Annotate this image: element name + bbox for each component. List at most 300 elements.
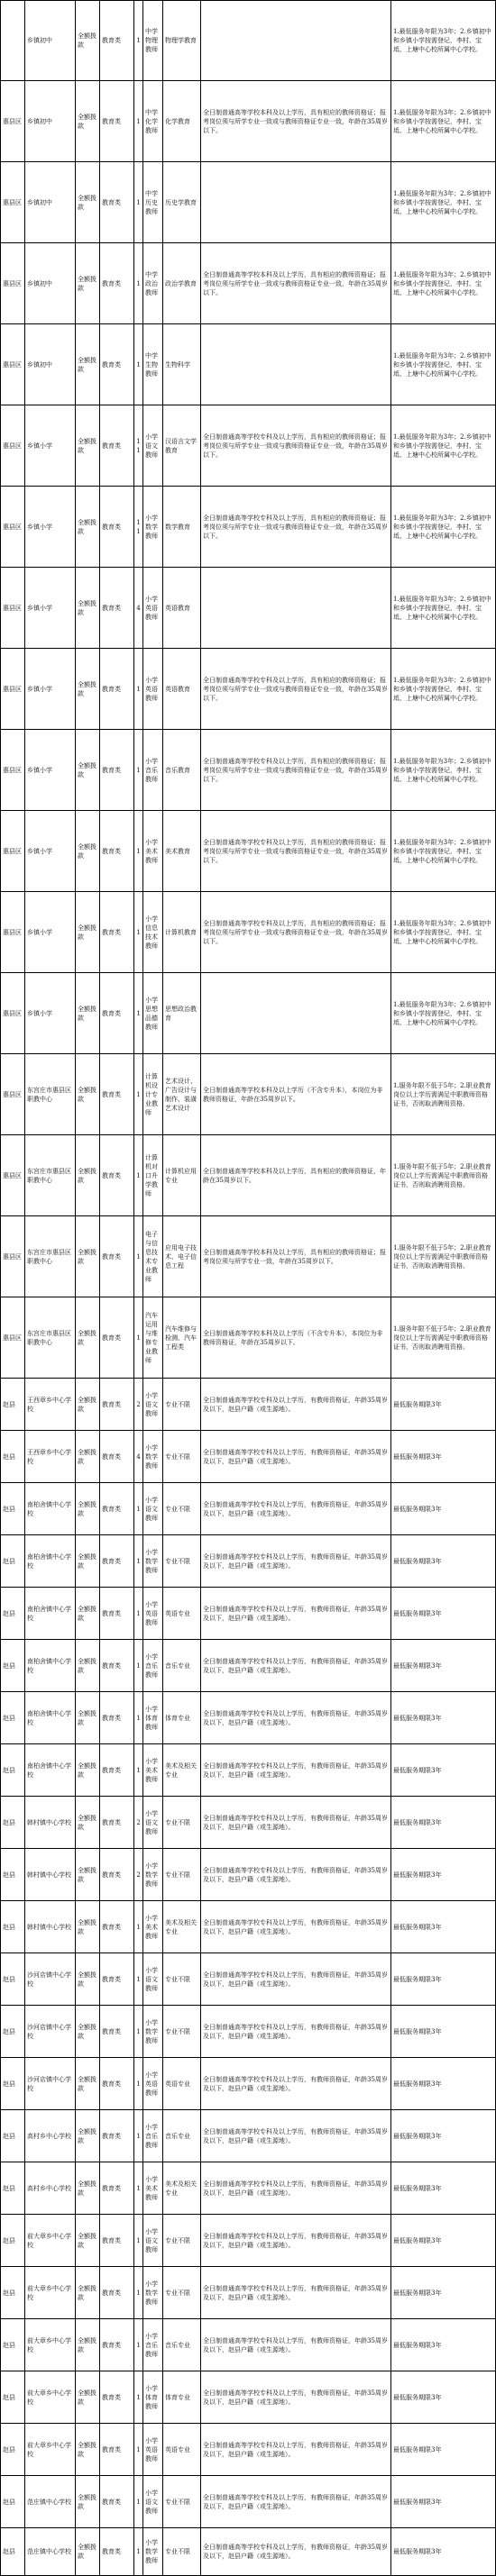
table-row bbox=[0, 1744, 496, 1797]
cell-requirements bbox=[201, 1953, 391, 2005]
cell-requirements bbox=[201, 1431, 391, 1482]
cell-unit bbox=[25, 1, 76, 80]
cell-remarks bbox=[391, 2371, 496, 2423]
cell-text: 思想政治教育 bbox=[165, 1005, 197, 1022]
cell-district bbox=[0, 324, 25, 405]
cell-major bbox=[163, 2006, 201, 2057]
cell-requirements bbox=[201, 811, 391, 891]
cell-unit bbox=[25, 243, 76, 323]
table-row bbox=[0, 81, 496, 162]
cell-requirements bbox=[201, 243, 391, 323]
cell-text: 2 bbox=[136, 1400, 141, 1408]
table-row bbox=[0, 811, 496, 892]
table-row bbox=[0, 324, 496, 405]
cell-remarks bbox=[391, 81, 496, 161]
cell-text: 全日制普通高等学校专科及以上学历，有教师资格证，年龄35周岁及以下，赵县户籍（或生源地）。 bbox=[203, 1814, 388, 1831]
cell-unit-type bbox=[76, 1216, 100, 1297]
cell-text: 最低服务期限3年 bbox=[393, 2236, 442, 2244]
cell-text: 英语教育 bbox=[165, 604, 190, 612]
cell-post-category bbox=[100, 973, 134, 1053]
cell-district bbox=[0, 2215, 25, 2266]
cell-text: 全额拨款 bbox=[78, 194, 96, 211]
cell-text: 惠县区 bbox=[3, 523, 22, 531]
cell-text: 11 bbox=[136, 437, 141, 454]
cell-unit-type bbox=[76, 811, 100, 891]
cell-text: 应用电子技术、电子信息工程 bbox=[165, 1243, 197, 1270]
cell-remarks bbox=[391, 2424, 496, 2475]
cell-text: 东宫庄市惠县区职教中心 bbox=[27, 1086, 71, 1103]
cell-text: 全日制普通高等学校专科及以上学历，有教师资格证，年龄35周岁及以下，赵县户籍（或生源地）。 bbox=[203, 1552, 388, 1570]
cell-requirements bbox=[201, 1797, 391, 1848]
cell-requirements bbox=[201, 487, 391, 567]
cell-text: 1.最低服务年限为3年；2.乡镇初中和乡镇小学按需登记，李村、宝坻、上塘中心校所属中心学校。 bbox=[393, 1000, 491, 1026]
cell-district bbox=[0, 1297, 25, 1378]
cell-major bbox=[163, 81, 201, 161]
cell-unit bbox=[25, 1640, 76, 1691]
cell-text: 小学数学教师 bbox=[145, 1548, 158, 1574]
cell-text: 1 bbox=[136, 2289, 141, 2297]
cell-text: 全日制普通高等学校专科及以上学历，有教师资格证，年龄35周岁及以下，赵县户籍（或生源地）。 bbox=[203, 1918, 388, 1935]
cell-text: 体育专业 bbox=[165, 1714, 190, 1722]
cell-major bbox=[163, 1953, 201, 2005]
cell-text: 东宫庄市惠县区职教中心 bbox=[27, 1329, 71, 1346]
cell-text: 最低服务期限3年 bbox=[393, 2027, 442, 2035]
cell-requirements bbox=[201, 973, 391, 1053]
cell-text: 乡镇小学 bbox=[27, 847, 52, 855]
cell-text: 赵县 bbox=[3, 1714, 15, 1722]
cell-text: 计算机设计专业教师 bbox=[145, 1072, 158, 1116]
cell-text: 全日制普通高等学校专科及以上学历，有教师资格证，年龄35周岁及以下，赵县户籍（或生源地）。 bbox=[203, 1971, 388, 1988]
cell-text: 1 bbox=[136, 1557, 141, 1565]
cell-post-name bbox=[143, 1953, 163, 2005]
cell-text: 小学音乐教师 bbox=[145, 757, 158, 783]
cell-text: 全日制普通高等学校专科及以上学历，有教师资格证，年龄35周岁及以下，赵县户籍（或生源地）。 bbox=[203, 2127, 388, 2144]
cell-requirements bbox=[201, 1588, 391, 1639]
cell-count bbox=[134, 2476, 143, 2527]
cell-text: 小学语文教师 bbox=[145, 432, 158, 459]
cell-remarks bbox=[391, 568, 496, 648]
cell-text: 小学数学教师 bbox=[145, 1443, 158, 1470]
cell-major bbox=[163, 568, 201, 648]
cell-text: 1.最低服务年限为3年；2.乡镇初中和乡镇小学按需登记，李村、宝坻、上塘中心校所属中心学校。 bbox=[393, 28, 491, 53]
cell-text: 全额拨款 bbox=[78, 437, 96, 454]
cell-text: 1 bbox=[136, 1009, 141, 1017]
cell-text: 赵县 bbox=[3, 1818, 15, 1826]
cell-post-name bbox=[143, 1, 163, 80]
cell-text: 全额拨款 bbox=[78, 1005, 96, 1022]
cell-post-category bbox=[100, 81, 134, 161]
cell-unit bbox=[25, 487, 76, 567]
cell-text: 全日制普通高等学校本科及以上学历，具有相应的教师资格证；报考岗位须与所学专业一致或与教师资格证专业一致，年龄在35周岁以下。 bbox=[203, 270, 388, 296]
cell-text: 2 bbox=[136, 1871, 141, 1879]
cell-district bbox=[0, 2371, 25, 2423]
cell-text: 全日制普通高等学校专科及以上学历，有教师资格证，年龄35周岁及以下，赵县户籍（或生源地）。 bbox=[203, 1657, 388, 1674]
cell-remarks bbox=[391, 2006, 496, 2057]
cell-text: 英语专业 bbox=[165, 2445, 190, 2453]
cell-text: 小学数学教师 bbox=[145, 2018, 158, 2044]
cell-remarks bbox=[391, 1692, 496, 1743]
cell-text: 艺术设计、广告设计与制作、装潢艺术设计 bbox=[165, 1077, 197, 1112]
cell-text: 赵县 bbox=[3, 2445, 15, 2453]
cell-post-name bbox=[143, 730, 163, 810]
cell-text: 专业不限 bbox=[165, 1505, 190, 1513]
cell-text: 教育类 bbox=[102, 37, 121, 44]
cell-text: 赵县 bbox=[3, 1766, 15, 1774]
cell-text: 赵县 bbox=[3, 1505, 15, 1513]
cell-text: 全日制普通高等学校专科及以上学历，具有相应的教师资格证；报考岗位须与所学专业一致或与教师资格证专业一致，年龄在35周岁以下。 bbox=[203, 919, 388, 945]
cell-text: 小学思想品德教师 bbox=[145, 996, 158, 1031]
cell-unit-type bbox=[76, 1901, 100, 1952]
cell-text: 专业不限 bbox=[165, 1818, 190, 1826]
cell-post-name bbox=[143, 1849, 163, 1900]
cell-text: 小学音乐教师 bbox=[145, 1652, 158, 1679]
cell-post-name bbox=[143, 811, 163, 891]
cell-text: 小学语文教师 bbox=[145, 1391, 158, 1417]
cell-major bbox=[163, 1588, 201, 1639]
cell-text: 教育类 bbox=[102, 685, 121, 693]
cell-text: 美术及相关专业 bbox=[165, 1761, 197, 1779]
cell-requirements bbox=[201, 1640, 391, 1691]
cell-requirements bbox=[201, 1135, 391, 1215]
cell-count bbox=[134, 1640, 143, 1691]
cell-text: 最低服务期限3年 bbox=[393, 1400, 442, 1408]
cell-major bbox=[163, 2058, 201, 2109]
cell-text: 教育类 bbox=[102, 604, 121, 612]
cell-text: 全日制普通高等学校专科及以上学历，有教师资格证，年龄35周岁及以下，赵县户籍（或生源地）。 bbox=[203, 1448, 388, 1465]
cell-post-category bbox=[100, 162, 134, 242]
cell-text: 体育专业 bbox=[165, 2393, 190, 2401]
cell-post-name bbox=[143, 2058, 163, 2109]
cell-count bbox=[134, 324, 143, 405]
cell-text: 1.服务年限不低于5年；2.职业教育岗位以上学历需满足中职教师资格证书，否则取消聘用资格。 bbox=[393, 1081, 491, 1107]
cell-major bbox=[163, 811, 201, 891]
cell-text: 全日制普通高等学校本科及以上学历（不含专升本），本岗位为非教师资格证，年龄在35周岁以下。 bbox=[203, 1086, 383, 1103]
cell-unit-type bbox=[76, 1379, 100, 1430]
cell-text: 小学数学教师 bbox=[145, 514, 158, 540]
cell-unit bbox=[25, 649, 76, 729]
cell-text: 惠县区 bbox=[3, 1171, 22, 1179]
cell-text: 1.最低服务年限为3年；2.乡镇初中和乡镇小学按需登记，李村、宝坻、上塘中心校所属中心学校。 bbox=[393, 514, 491, 540]
cell-text: 汽车运用与维修专业教师 bbox=[145, 1311, 158, 1364]
cell-district bbox=[0, 1054, 25, 1134]
cell-unit bbox=[25, 1692, 76, 1743]
cell-unit-type bbox=[76, 1797, 100, 1848]
cell-text: 全额拨款 bbox=[78, 2180, 96, 2197]
cell-text: 计算机教育 bbox=[165, 928, 197, 936]
cell-post-category bbox=[100, 2319, 134, 2371]
cell-text: 全额拨款 bbox=[78, 761, 96, 778]
cell-district bbox=[0, 1379, 25, 1430]
cell-text: 1.最低服务年限为3年；2.乡镇初中和乡镇小学按需登记，李村、宝坻、上塘中心校所属中心学校。 bbox=[393, 838, 491, 864]
cell-post-category bbox=[100, 2162, 134, 2214]
cell-district bbox=[0, 1849, 25, 1900]
cell-remarks bbox=[391, 1, 496, 80]
cell-text: 王西章乡中心学校 bbox=[27, 1396, 71, 1413]
cell-count bbox=[134, 162, 143, 242]
cell-post-name bbox=[143, 405, 163, 486]
cell-post-name bbox=[143, 1054, 163, 1134]
cell-text: 4 bbox=[136, 604, 141, 612]
table-row bbox=[0, 2215, 496, 2267]
cell-major bbox=[163, 487, 201, 567]
cell-text: 赵县 bbox=[3, 2548, 15, 2555]
cell-text: 全额拨款 bbox=[78, 1709, 96, 1726]
cell-unit-type bbox=[76, 1483, 100, 1534]
cell-major bbox=[163, 1297, 201, 1378]
cell-count bbox=[134, 568, 143, 648]
cell-requirements bbox=[201, 1054, 391, 1134]
cell-text: 赵县 bbox=[3, 1609, 15, 1617]
cell-text: 全日制普通高等学校本科及以上学历，具有相应的教师资格证；报考岗位须与所学专业一致或与教师资格证专业一致，年龄在35周岁以下。 bbox=[203, 108, 388, 134]
cell-text: 全日制普通高等学校专科及以上学历，具有相应的教师资格证；报考岗位须与所学专业一致或与教师资格证专业一致，年龄在35周岁以下。 bbox=[203, 514, 388, 540]
cell-unit bbox=[25, 568, 76, 648]
cell-text: 全日制普通高等学校专科及以上学历，有教师资格证，年龄35周岁及以下，赵县户籍（或生源地）。 bbox=[203, 1866, 388, 1883]
table-row bbox=[0, 649, 496, 730]
cell-district bbox=[0, 2162, 25, 2214]
cell-post-category bbox=[100, 324, 134, 405]
cell-text: 全日制普通高等学校专科及以上学历，有教师资格证，年龄35周岁及以下，赵县户籍（或生源地）。 bbox=[203, 2389, 388, 2406]
cell-text: 全额拨款 bbox=[78, 2389, 96, 2406]
cell-requirements bbox=[201, 2424, 391, 2475]
cell-text: 惠县区 bbox=[3, 1009, 22, 1017]
cell-text: 教育类 bbox=[102, 2445, 121, 2453]
cell-major bbox=[163, 1797, 201, 1848]
cell-requirements bbox=[201, 1535, 391, 1587]
cell-count bbox=[134, 1744, 143, 1796]
cell-unit bbox=[25, 1588, 76, 1639]
cell-text: 中学物理教师 bbox=[145, 28, 158, 53]
cell-post-category bbox=[100, 2058, 134, 2109]
cell-post-category bbox=[100, 1, 134, 80]
cell-text: 惠县区 bbox=[3, 1090, 22, 1098]
cell-post-category bbox=[100, 1953, 134, 2005]
cell-text: 沙河店镇中心学校 bbox=[27, 1971, 71, 1988]
cell-text: 英语专业 bbox=[165, 2080, 190, 2088]
cell-text: 教育类 bbox=[102, 1818, 121, 1826]
cell-text: 教育类 bbox=[102, 928, 121, 936]
cell-text: 1 bbox=[136, 1609, 141, 1617]
cell-text: 物理学教育 bbox=[165, 37, 197, 44]
cell-text: 美术及相关专业 bbox=[165, 2180, 197, 2197]
cell-count bbox=[134, 1953, 143, 2005]
cell-text: 全额拨款 bbox=[78, 113, 96, 130]
cell-text: 南柏舍镇中心学校 bbox=[27, 1657, 71, 1674]
cell-count bbox=[134, 1135, 143, 1215]
cell-count bbox=[134, 2215, 143, 2266]
cell-text: 中学历史教师 bbox=[145, 189, 158, 215]
cell-unit-type bbox=[76, 2371, 100, 2423]
cell-text: 教育类 bbox=[102, 1400, 121, 1408]
cell-text: 王西章乡中心学校 bbox=[27, 1448, 71, 1465]
cell-text: 最低服务期限3年 bbox=[393, 1871, 442, 1879]
cell-district bbox=[0, 973, 25, 1053]
cell-post-name bbox=[143, 568, 163, 648]
cell-text: 小学信息技术教师 bbox=[145, 915, 158, 950]
cell-major bbox=[163, 1640, 201, 1691]
cell-text: 1 bbox=[136, 2445, 141, 2453]
cell-text: 教育类 bbox=[102, 1009, 121, 1017]
cell-post-category bbox=[100, 649, 134, 729]
cell-text: 教育类 bbox=[102, 1975, 121, 1983]
cell-district bbox=[0, 243, 25, 323]
cell-text: 全额拨款 bbox=[78, 518, 96, 535]
cell-count bbox=[134, 2110, 143, 2162]
cell-text: 美术及相关专业 bbox=[165, 1918, 197, 1935]
cell-text: 赵县 bbox=[3, 2027, 15, 2035]
cell-count bbox=[134, 1849, 143, 1900]
cell-post-name bbox=[143, 1692, 163, 1743]
cell-text: 小学英语教师 bbox=[145, 2071, 158, 2097]
cell-text: 全日制普通高等学校专科及以上学历，具有相应的教师资格证；报考岗位须与所学专业一致或与教师资格证专业一致，年龄在35周岁以下。 bbox=[203, 838, 388, 864]
cell-text: 音乐教育 bbox=[165, 766, 190, 774]
cell-text: 全日制普通高等学校专科及以上学历，有教师资格证，年龄35周岁及以下，赵县户籍（或生源地）。 bbox=[203, 2232, 388, 2249]
cell-unit-type bbox=[76, 1692, 100, 1743]
cell-text: 教育类 bbox=[102, 2027, 121, 2035]
cell-text: 1 bbox=[136, 1975, 141, 1983]
cell-text: 1 bbox=[136, 685, 141, 693]
cell-unit bbox=[25, 1901, 76, 1952]
cell-text: 南柏舍镇中心学校 bbox=[27, 1761, 71, 1779]
cell-text: 1.最低服务年限为3年；2.乡镇初中和乡镇小学按需登记，李村、宝坻、上塘中心校所属中心学校。 bbox=[393, 919, 491, 945]
cell-text: 全日制普通高等学校本科及以上学历（不含专升本），本岗位为非教师资格证，年龄在35周岁以下。 bbox=[203, 1329, 383, 1346]
cell-district bbox=[0, 487, 25, 567]
cell-major bbox=[163, 2162, 201, 2214]
cell-unit-type bbox=[76, 243, 100, 323]
table-row bbox=[0, 1135, 496, 1216]
cell-unit-type bbox=[76, 1588, 100, 1639]
table-row bbox=[0, 1431, 496, 1483]
cell-post-name bbox=[143, 162, 163, 242]
cell-text: 1 bbox=[136, 1505, 141, 1513]
cell-unit-type bbox=[76, 1953, 100, 2005]
cell-count bbox=[134, 487, 143, 567]
cell-requirements bbox=[201, 1379, 391, 1430]
cell-text: 教育类 bbox=[102, 2236, 121, 2244]
cell-district bbox=[0, 1640, 25, 1691]
cell-text: 全额拨款 bbox=[78, 680, 96, 697]
cell-remarks bbox=[391, 1640, 496, 1691]
cell-text: 全日制普通高等学校专科及以上学历，具有相应的教师资格证；报考岗位须与所学专业一致或与教师资格证专业一致，年龄在35周岁以下。 bbox=[203, 676, 388, 702]
cell-major bbox=[163, 1744, 201, 1796]
cell-text: 小学英语教师 bbox=[145, 2436, 158, 2462]
cell-remarks bbox=[391, 2162, 496, 2214]
cell-unit bbox=[25, 2371, 76, 2423]
table-row bbox=[0, 1901, 496, 1953]
cell-count bbox=[134, 973, 143, 1053]
cell-major bbox=[163, 2110, 201, 2162]
cell-text: 高村乡中心学校 bbox=[27, 2184, 71, 2192]
cell-post-category bbox=[100, 2424, 134, 2475]
cell-text: 全额拨款 bbox=[78, 32, 96, 49]
cell-post-category bbox=[100, 1744, 134, 1796]
cell-text: 教育类 bbox=[102, 1923, 121, 1931]
cell-text: 乡镇初中 bbox=[27, 279, 52, 287]
cell-text: 惠县区 bbox=[3, 847, 22, 855]
cell-remarks bbox=[391, 405, 496, 486]
cell-text: 全额拨款 bbox=[78, 1657, 96, 1674]
table-row bbox=[0, 162, 496, 243]
cell-count bbox=[134, 2058, 143, 2109]
cell-remarks bbox=[391, 1535, 496, 1587]
cell-text: 1 bbox=[136, 279, 141, 287]
cell-major bbox=[163, 2215, 201, 2266]
cell-text: 赵县 bbox=[3, 1871, 15, 1879]
cell-major bbox=[163, 1431, 201, 1482]
cell-text: 全额拨款 bbox=[78, 1448, 96, 1465]
cell-remarks bbox=[391, 730, 496, 810]
cell-text: 惠县区 bbox=[3, 1334, 22, 1342]
cell-post-category bbox=[100, 2371, 134, 2423]
cell-text: 小学语文教师 bbox=[145, 1809, 158, 1835]
cell-major bbox=[163, 324, 201, 405]
cell-requirements bbox=[201, 2006, 391, 2057]
cell-text: 计算机对口升学教师 bbox=[145, 1153, 158, 1197]
cell-text: 最低服务期限3年 bbox=[393, 1714, 442, 1722]
cell-text: 赵县 bbox=[3, 2132, 15, 2140]
table-row bbox=[0, 1297, 496, 1379]
cell-text: 全日制普通高等学校专科及以上学历，具有相应的教师资格证；报考岗位须与所学专业一致或与教师资格证专业一致，年龄在35周岁以下。 bbox=[203, 757, 388, 783]
cell-text: 前大章乡中心学校 bbox=[27, 2441, 71, 2458]
cell-text: 惠县区 bbox=[3, 117, 22, 125]
cell-text: 2 bbox=[136, 1818, 141, 1826]
cell-unit bbox=[25, 1379, 76, 1430]
cell-unit-type bbox=[76, 1744, 100, 1796]
cell-post-category bbox=[100, 1849, 134, 1900]
cell-unit bbox=[25, 811, 76, 891]
cell-text: 教育类 bbox=[102, 1557, 121, 1565]
cell-requirements bbox=[201, 1901, 391, 1952]
cell-requirements bbox=[201, 2319, 391, 2371]
cell-text: 教育类 bbox=[102, 1252, 121, 1261]
cell-text: 韩村镇中心学校 bbox=[27, 1923, 71, 1931]
cell-text: 教育类 bbox=[102, 2080, 121, 2088]
cell-text: 全额拨款 bbox=[78, 275, 96, 292]
cell-text: 最低服务期限3年 bbox=[393, 2393, 442, 2401]
cell-district bbox=[0, 2110, 25, 2162]
cell-text: 南柏舍镇中心学校 bbox=[27, 1605, 71, 1622]
cell-post-name bbox=[143, 1483, 163, 1534]
cell-text: 教育类 bbox=[102, 523, 121, 531]
cell-text: 最低服务期限3年 bbox=[393, 2445, 442, 2453]
cell-text: 最低服务期限3年 bbox=[393, 2341, 442, 2349]
table-row bbox=[0, 1483, 496, 1535]
cell-unit-type bbox=[76, 1, 100, 80]
cell-text: 教育类 bbox=[102, 847, 121, 855]
cell-count bbox=[134, 1054, 143, 1134]
cell-post-category bbox=[100, 1054, 134, 1134]
cell-text: 教育类 bbox=[102, 1661, 121, 1670]
cell-unit-type bbox=[76, 973, 100, 1053]
cell-text: 教育类 bbox=[102, 2498, 121, 2506]
cell-post-name bbox=[143, 2267, 163, 2318]
cell-count bbox=[134, 2319, 143, 2371]
table-row bbox=[0, 2006, 496, 2058]
cell-post-category bbox=[100, 1588, 134, 1639]
cell-count bbox=[134, 2267, 143, 2318]
cell-requirements bbox=[201, 649, 391, 729]
cell-text: 乡镇小学 bbox=[27, 1009, 52, 1017]
cell-remarks bbox=[391, 243, 496, 323]
cell-post-name bbox=[143, 2006, 163, 2057]
cell-unit-type bbox=[76, 649, 100, 729]
cell-unit-type bbox=[76, 2006, 100, 2057]
cell-text: 赵县 bbox=[3, 1557, 15, 1565]
cell-district bbox=[0, 1, 25, 80]
table-row bbox=[0, 1849, 496, 1901]
cell-district bbox=[0, 2476, 25, 2527]
cell-unit-type bbox=[76, 892, 100, 972]
cell-text: 1 bbox=[136, 2027, 141, 2035]
